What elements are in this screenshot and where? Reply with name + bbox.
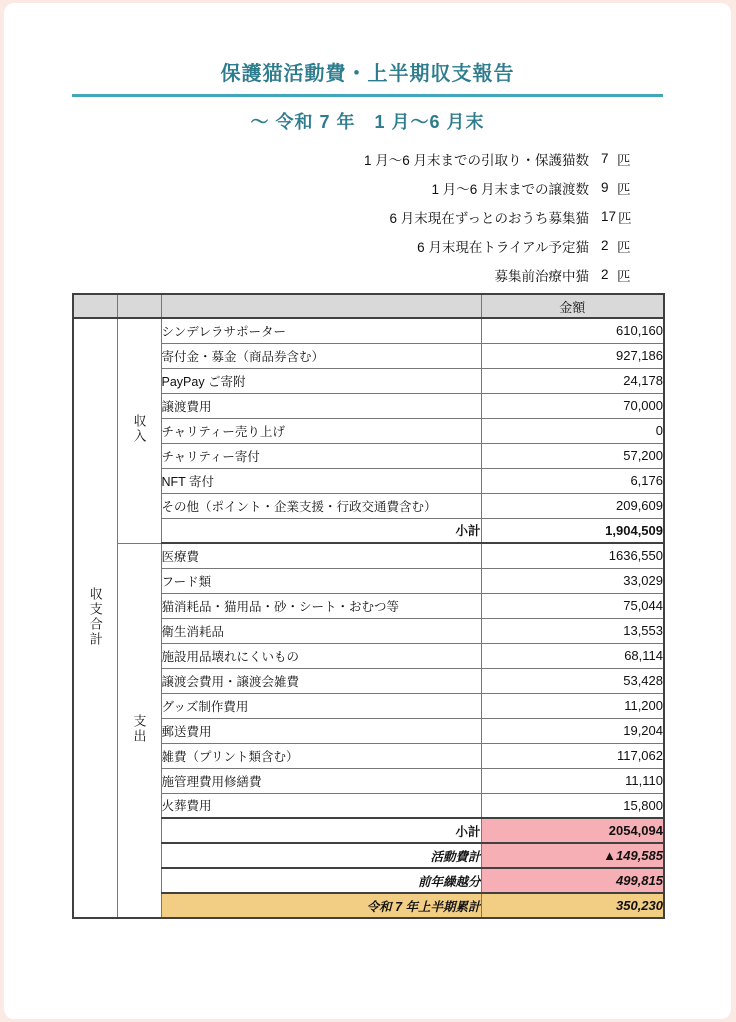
stat-unit: 匹 xyxy=(617,181,631,197)
stat-count: 17 xyxy=(601,209,617,224)
stat-row xyxy=(72,173,641,202)
income-item-label: シンデレラサポーター xyxy=(161,318,481,343)
stat-label: 1 月～6 月末までの譲渡数 xyxy=(431,181,589,197)
expense-subtotal-label: 小計 xyxy=(161,818,481,843)
income-item-label: チャリティー売り上げ xyxy=(161,418,481,443)
expense-item-label: 譲渡会費用・譲渡会雑費 xyxy=(161,668,481,693)
stat-row xyxy=(72,260,641,289)
expense-item-amount: 1636,550 xyxy=(481,543,664,568)
title-underline xyxy=(72,94,663,97)
stat-label: 6 月末現在トライアル予定猫 xyxy=(417,239,589,255)
income-item-amount: 927,186 xyxy=(481,343,664,368)
expense-item-label: 医療費 xyxy=(161,543,481,568)
header-spacer-cell xyxy=(117,294,161,318)
expense-row xyxy=(73,768,664,793)
stat-row xyxy=(72,231,641,260)
income-row xyxy=(73,468,664,493)
income-subtotal-row xyxy=(73,518,664,543)
income-item-label: 寄付金・募金（商品券含む） xyxy=(161,343,481,368)
stat-label: 募集前治療中猫 xyxy=(494,268,589,284)
report-period-subtitle: ～ 令和 7 年 1 月～6 月末 xyxy=(250,112,485,132)
expense-row xyxy=(73,568,664,593)
income-row xyxy=(73,493,664,518)
income-section-cell xyxy=(117,318,161,543)
income-item-amount: 57,200 xyxy=(481,443,664,468)
expense-item-label: 施管理費用修繕費 xyxy=(161,768,481,793)
income-expense-table xyxy=(72,293,665,919)
stat-unit: 匹 xyxy=(617,268,631,284)
expense-section-cell xyxy=(117,543,161,918)
expense-item-label: 雑費（プリント類含む） xyxy=(161,743,481,768)
expense-item-amount: 68,114 xyxy=(481,643,664,668)
expense-row xyxy=(73,793,664,818)
stat-row xyxy=(72,202,641,231)
activity-total-row xyxy=(73,843,664,868)
stat-count: 7 xyxy=(601,151,609,166)
expense-item-amount: 75,044 xyxy=(481,593,664,618)
stat-row xyxy=(72,144,641,173)
expense-subtotal-row xyxy=(73,818,664,843)
income-row xyxy=(73,318,664,343)
expense-item-label: 衛生消耗品 xyxy=(161,618,481,643)
income-item-label: NFT 寄付 xyxy=(161,468,481,493)
stat-count: 9 xyxy=(601,180,609,195)
income-section-label: 収入 xyxy=(131,414,147,445)
header-spacer-cell xyxy=(161,294,481,318)
table-header-row xyxy=(73,294,664,318)
report-page xyxy=(4,3,731,1019)
expense-row xyxy=(73,618,664,643)
income-item-amount: 70,000 xyxy=(481,393,664,418)
expense-row xyxy=(73,693,664,718)
income-item-label: PayPay ご寄附 xyxy=(161,368,481,393)
expense-section-label: 支出 xyxy=(131,713,147,744)
expense-row xyxy=(73,643,664,668)
stat-unit: 匹 xyxy=(617,152,631,168)
expense-item-amount: 117,062 xyxy=(481,743,664,768)
expense-row xyxy=(73,718,664,743)
income-item-label: チャリティー寄付 xyxy=(161,443,481,468)
stat-unit: 匹 xyxy=(617,239,631,255)
income-row xyxy=(73,343,664,368)
expense-item-label: 猫消耗品・猫用品・砂・シート・おむつ等 xyxy=(161,593,481,618)
expense-item-amount: 19,204 xyxy=(481,718,664,743)
halfyear-cumulative-row xyxy=(73,893,664,918)
income-subtotal-label: 小計 xyxy=(161,518,481,543)
income-row xyxy=(73,393,664,418)
page-title: 保護猫活動費・上半期収支報告 xyxy=(220,63,515,85)
activity-total-label: 活動費計 xyxy=(161,843,481,868)
carryover-amount: 499,815 xyxy=(481,868,664,893)
stat-label: 1 月～6 月末までの引取り・保護猫数 xyxy=(363,152,589,168)
expense-subtotal-amount: 2054,094 xyxy=(481,818,664,843)
expense-item-amount: 15,800 xyxy=(481,793,664,818)
halfyear-cumulative-label: 令和 7 年上半期累計 xyxy=(161,893,481,918)
expense-row xyxy=(73,593,664,618)
halfyear-cumulative-amount: 350,230 xyxy=(481,893,664,918)
expense-row xyxy=(73,543,664,568)
expense-item-label: グッズ制作費用 xyxy=(161,693,481,718)
income-item-amount: 6,176 xyxy=(481,468,664,493)
income-subtotal-amount: 1,904,509 xyxy=(481,518,664,543)
stat-unit: 匹 xyxy=(618,210,632,226)
carryover-label: 前年繰越分 xyxy=(161,868,481,893)
cat-stats-list xyxy=(72,144,641,289)
expense-row xyxy=(73,743,664,768)
stat-count-box xyxy=(601,178,641,198)
stat-count: 2 xyxy=(601,238,609,253)
expense-item-label: 郵送費用 xyxy=(161,718,481,743)
row-group-cell xyxy=(73,318,117,918)
expense-item-label: 施設用品壊れにくいもの xyxy=(161,643,481,668)
row-group-label: 収支合計 xyxy=(87,586,103,647)
income-item-label: 譲渡費用 xyxy=(161,393,481,418)
stat-count-box xyxy=(601,265,641,285)
carryover-row xyxy=(73,868,664,893)
income-item-label: その他（ポイント・企業支援・行政交通費含む） xyxy=(161,493,481,518)
amount-column-header: 金額 xyxy=(481,294,664,318)
stat-label: 6 月末現在ずっとのおうち募集猫 xyxy=(389,210,589,226)
income-row xyxy=(73,418,664,443)
expense-item-label: フード類 xyxy=(161,568,481,593)
income-item-amount: 209,609 xyxy=(481,493,664,518)
income-row xyxy=(73,368,664,393)
stat-count-box xyxy=(601,149,641,169)
stat-count-box xyxy=(601,236,641,256)
stat-count-box xyxy=(601,207,641,227)
income-row xyxy=(73,443,664,468)
header-spacer-cell xyxy=(73,294,117,318)
income-item-amount: 610,160 xyxy=(481,318,664,343)
expense-item-amount: 33,029 xyxy=(481,568,664,593)
expense-row xyxy=(73,668,664,693)
expense-item-amount: 53,428 xyxy=(481,668,664,693)
activity-total-amount: ▲149,585 xyxy=(481,843,664,868)
stat-count: 2 xyxy=(601,267,609,282)
expense-item-label: 火葬費用 xyxy=(161,793,481,818)
income-item-amount: 24,178 xyxy=(481,368,664,393)
income-item-amount: 0 xyxy=(481,418,664,443)
expense-item-amount: 11,110 xyxy=(481,768,664,793)
expense-item-amount: 13,553 xyxy=(481,618,664,643)
expense-item-amount: 11,200 xyxy=(481,693,664,718)
